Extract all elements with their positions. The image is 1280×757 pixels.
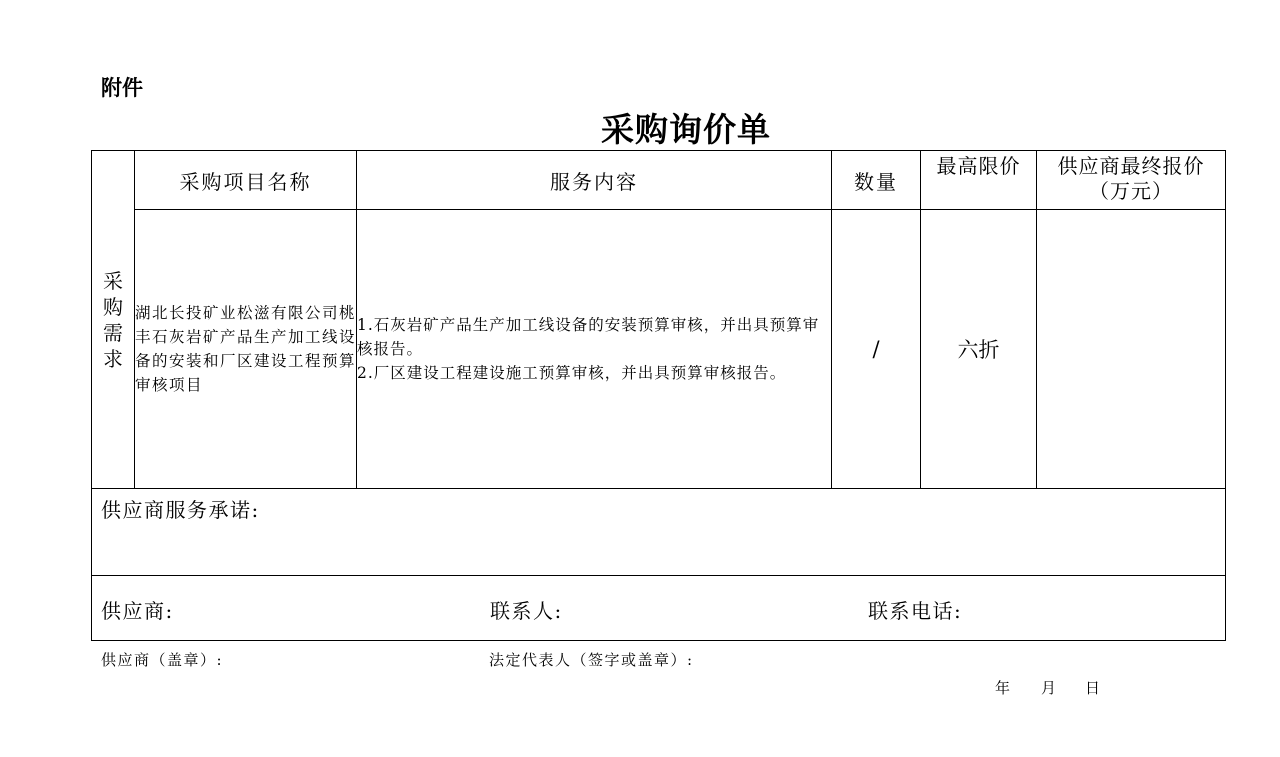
legal-representative-label: 法定代表人（签字或盖章）: [489, 651, 694, 669]
page-title: 采购询价单 [601, 110, 771, 149]
attachment-label: 附件 [101, 76, 143, 100]
supplier-seal-label: 供应商（盖章）: [101, 651, 224, 669]
header-row [92, 151, 1226, 210]
header-quantity: 数量 [832, 151, 921, 210]
header-project-name: 采购项目名称 [135, 151, 357, 210]
max-price-cell: 六折 [921, 210, 1037, 489]
header-final-quote-line2: （万元） [1089, 179, 1173, 203]
final-quote-cell[interactable] [1037, 210, 1226, 489]
contact-row [92, 576, 1226, 641]
data-row [92, 210, 1226, 489]
supplier-promise-cell[interactable] [92, 489, 1226, 576]
date-day-label: 日 [1085, 679, 1102, 697]
header-max-price: 最高限价 [921, 151, 1037, 210]
service-item: 2.厂区建设工程建设施工预算审核，并出具预算审核报告。 [357, 364, 787, 382]
quantity-cell: / [832, 210, 921, 489]
header-service-content: 服务内容 [357, 151, 832, 210]
date-year-label: 年 [995, 679, 1012, 697]
header-final-quote-line1: 供应商最终报价 [1057, 154, 1205, 178]
header-final-quote [1037, 151, 1226, 210]
service-content-cell [357, 210, 832, 489]
project-name-cell: 湖北长投矿业松滋有限公司桃丰石灰岩矿产品生产加工线设备的安装和厂区建设工程预算审核项目 [135, 210, 357, 489]
side-label-char: 求 [103, 346, 123, 371]
contact-cell [92, 576, 1226, 641]
side-label-char: 采 [103, 268, 123, 293]
supplier-label: 供应商: [101, 599, 174, 623]
contact-person-label: 联系人: [490, 599, 563, 623]
procurement-requirement-cell [92, 151, 135, 489]
service-item: 1.石灰岩矿产品生产加工线设备的安装预算审核，并出具预算审核报告。 [357, 316, 820, 358]
contact-phone-label: 联系电话: [868, 599, 963, 623]
date-month-label: 月 [1041, 679, 1058, 697]
supplier-promise-label: 供应商服务承诺: [101, 498, 260, 522]
procurement-inquiry-table [91, 150, 1226, 641]
side-label-char: 购 [103, 294, 123, 319]
side-label-char: 需 [103, 320, 123, 345]
promise-row [92, 489, 1226, 576]
